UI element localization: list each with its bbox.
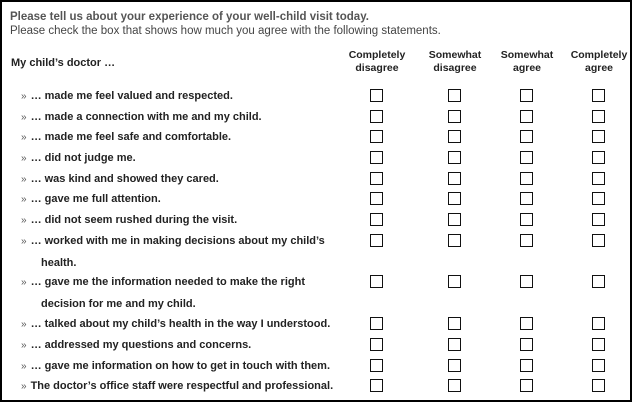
question-label — [21, 86, 233, 108]
rating-checkbox-q8-col1[interactable] — [370, 234, 383, 247]
rating-checkbox-q12-col2[interactable] — [448, 359, 461, 372]
question-text: … gave me the information needed to make the right — [30, 276, 305, 288]
rating-checkbox-q2-col3[interactable] — [520, 110, 533, 123]
question-text: … gave me information on how to get in touch with them. — [30, 360, 331, 372]
rating-checkbox-q2-col4[interactable] — [592, 110, 605, 123]
rating-checkbox-q11-col3[interactable] — [520, 338, 533, 351]
rating-checkbox-q4-col4[interactable] — [592, 151, 605, 164]
rating-checkbox-q10-col2[interactable] — [448, 317, 461, 330]
question-label — [21, 189, 161, 211]
question-label — [21, 210, 237, 232]
rating-checkbox-q7-col1[interactable] — [370, 213, 383, 226]
rating-checkbox-q1-col4[interactable] — [592, 89, 605, 102]
rating-checkbox-q5-col2[interactable] — [448, 172, 461, 185]
question-text: The doctor’s office staff were respectful and professional. — [30, 380, 334, 392]
column-header-4 — [559, 49, 632, 75]
question-text: … did not judge me. — [30, 152, 136, 164]
question-label — [21, 272, 305, 314]
rating-checkbox-q13-col3[interactable] — [520, 379, 533, 392]
bullet-icon: » — [21, 381, 27, 392]
rating-checkbox-q4-col1[interactable] — [370, 151, 383, 164]
rating-checkbox-q1-col1[interactable] — [370, 89, 383, 102]
bullet-icon: » — [21, 132, 27, 143]
column-header-line1: Completely — [570, 49, 628, 61]
question-text: … made a connection with me and my child. — [30, 111, 262, 123]
rating-checkbox-q13-col2[interactable] — [448, 379, 461, 392]
rating-checkbox-q12-col1[interactable] — [370, 359, 383, 372]
rating-checkbox-q6-col1[interactable] — [370, 192, 383, 205]
rating-checkbox-q9-col3[interactable] — [520, 275, 533, 288]
rating-checkbox-q5-col3[interactable] — [520, 172, 533, 185]
rating-checkbox-q11-col2[interactable] — [448, 338, 461, 351]
rating-checkbox-q11-col4[interactable] — [592, 338, 605, 351]
question-text: … was kind and showed they cared. — [30, 173, 219, 185]
question-text: … gave me full attention. — [30, 193, 161, 205]
rating-checkbox-q7-col4[interactable] — [592, 213, 605, 226]
question-label — [21, 148, 136, 170]
question-text: … talked about my child’s health in the way I understood. — [30, 318, 331, 330]
rating-checkbox-q7-col2[interactable] — [448, 213, 461, 226]
bullet-icon: » — [21, 236, 27, 247]
rating-checkbox-q2-col2[interactable] — [448, 110, 461, 123]
question-label — [21, 376, 333, 398]
bullet-icon: » — [21, 91, 27, 102]
rating-checkbox-q9-col1[interactable] — [370, 275, 383, 288]
bullet-icon: » — [21, 194, 27, 205]
rating-checkbox-q5-col4[interactable] — [592, 172, 605, 185]
rating-checkbox-q10-col4[interactable] — [592, 317, 605, 330]
question-label — [21, 107, 262, 129]
rating-checkbox-q3-col3[interactable] — [520, 130, 533, 143]
intro-line-2: Please check the box that shows how much you agree with the following statements. — [10, 25, 441, 37]
rating-checkbox-q6-col3[interactable] — [520, 192, 533, 205]
column-header-line1: Somewhat — [428, 49, 482, 61]
bullet-icon: » — [21, 361, 27, 372]
rating-checkbox-q5-col1[interactable] — [370, 172, 383, 185]
question-stem: My child’s doctor … — [11, 57, 116, 69]
question-text: … worked with me in making decisions about my child’s — [30, 235, 325, 247]
bullet-icon: » — [21, 215, 27, 226]
column-header-line2: agree — [584, 62, 614, 74]
rating-checkbox-q6-col4[interactable] — [592, 192, 605, 205]
question-label — [21, 356, 330, 378]
rating-checkbox-q8-col4[interactable] — [592, 234, 605, 247]
bullet-icon: » — [21, 174, 27, 185]
rating-checkbox-q3-col4[interactable] — [592, 130, 605, 143]
question-label — [21, 127, 231, 149]
bullet-icon: » — [21, 319, 27, 330]
column-header-3 — [487, 49, 567, 75]
column-header-line1: Completely — [348, 49, 406, 61]
rating-checkbox-q4-col2[interactable] — [448, 151, 461, 164]
bullet-icon: » — [21, 153, 27, 164]
question-label — [21, 314, 330, 336]
question-text-continued: decision for me and my child. — [41, 297, 196, 310]
column-header-2 — [415, 49, 495, 75]
rating-checkbox-q12-col3[interactable] — [520, 359, 533, 372]
rating-checkbox-q9-col2[interactable] — [448, 275, 461, 288]
rating-checkbox-q4-col3[interactable] — [520, 151, 533, 164]
question-label — [21, 335, 251, 357]
question-label — [21, 231, 325, 273]
rating-checkbox-q6-col2[interactable] — [448, 192, 461, 205]
intro-text — [10, 10, 441, 38]
rating-checkbox-q2-col1[interactable] — [370, 110, 383, 123]
question-text-continued: health. — [41, 256, 77, 269]
rating-checkbox-q8-col3[interactable] — [520, 234, 533, 247]
question-text: … made me feel safe and comfortable. — [30, 131, 232, 143]
rating-checkbox-q13-col1[interactable] — [370, 379, 383, 392]
rating-checkbox-q9-col4[interactable] — [592, 275, 605, 288]
bullet-icon: » — [21, 112, 27, 123]
column-header-line2: disagree — [433, 62, 477, 74]
question-text: … made me feel valued and respected. — [30, 90, 233, 102]
column-header-line1: Somewhat — [500, 49, 554, 61]
rating-checkbox-q3-col1[interactable] — [370, 130, 383, 143]
column-header-line2: disagree — [355, 62, 399, 74]
bullet-icon: » — [21, 277, 27, 288]
rating-checkbox-q3-col2[interactable] — [448, 130, 461, 143]
rating-checkbox-q12-col4[interactable] — [592, 359, 605, 372]
rating-checkbox-q8-col2[interactable] — [448, 234, 461, 247]
rating-checkbox-q1-col2[interactable] — [448, 89, 461, 102]
question-text: … addressed my questions and concerns. — [30, 339, 252, 351]
column-header-line2: agree — [512, 62, 542, 74]
rating-checkbox-q13-col4[interactable] — [592, 379, 605, 392]
intro-line-1: Please tell us about your experience of your well-child visit today. — [10, 11, 369, 23]
rating-checkbox-q7-col3[interactable] — [520, 213, 533, 226]
bullet-icon: » — [21, 340, 27, 351]
rating-checkbox-q1-col3[interactable] — [520, 89, 533, 102]
rating-checkbox-q10-col1[interactable] — [370, 317, 383, 330]
question-label — [21, 169, 219, 191]
rating-checkbox-q11-col1[interactable] — [370, 338, 383, 351]
rating-checkbox-q10-col3[interactable] — [520, 317, 533, 330]
question-text: … did not seem rushed during the visit. — [30, 214, 238, 226]
column-header-1 — [337, 49, 417, 75]
